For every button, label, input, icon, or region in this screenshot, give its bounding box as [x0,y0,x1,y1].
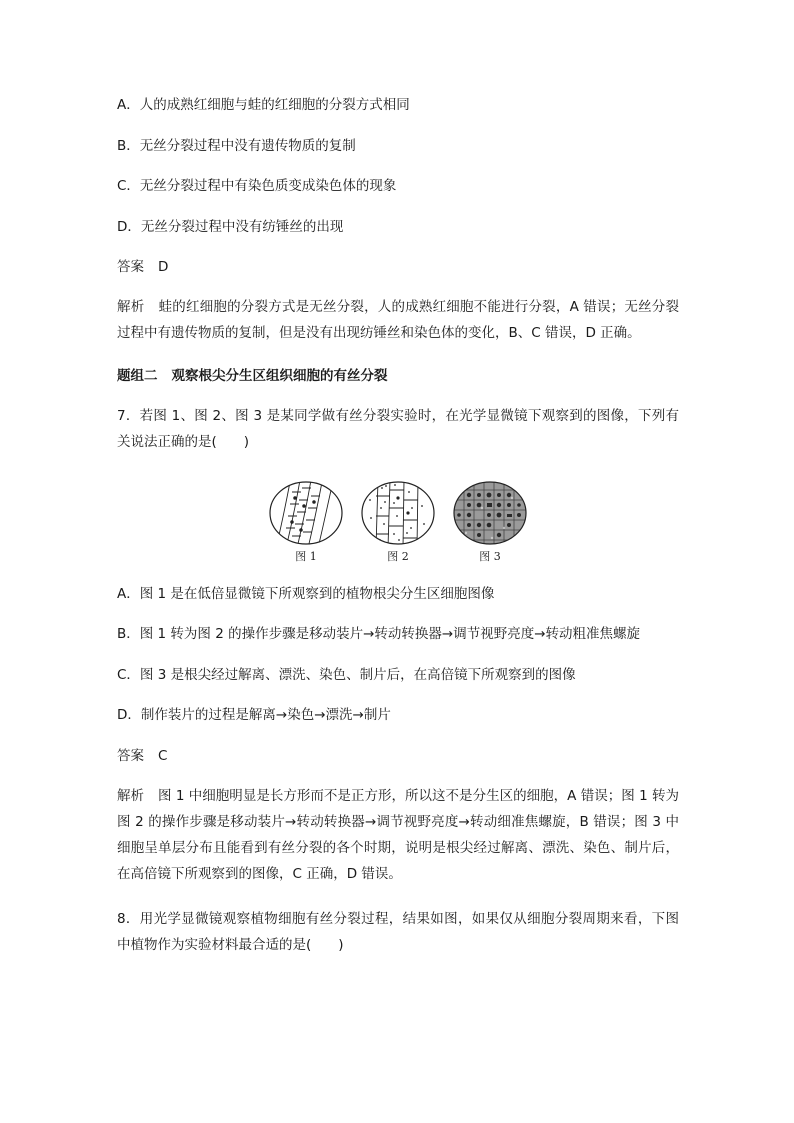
q7-figures [268,478,530,568]
q6-option-a: A．人的成熟红细胞与蛙的红细胞的分裂方式相同 [117,97,410,113]
q7-stem: 7．若图 1、图 2、图 3 是某同学做有丝分裂实验时，在光学显微镜下观察到的图像，下列有关说法正确的是( ) [117,408,679,450]
q7-option-c: C．图 3 是根尖经过解离、漂洗、染色、制片后，在高倍镜下所观察到的图像 [117,667,576,683]
figure-3 [452,478,528,568]
figure-1 [268,478,344,568]
answer-value: C [158,748,168,764]
q7-analysis [117,783,679,887]
answer-label: 答案 [117,259,144,275]
q7-option-b: B．图 1 转为图 2 的操作步骤是移动装片→转动转换器→调节视野亮度→转动粗准焦螺旋 [117,626,641,642]
analysis-label: 解析 [117,788,145,804]
figure-2-caption: 图 2 [387,550,409,563]
figure-1-caption: 图 1 [295,550,317,563]
dotted-cells-micrograph [360,478,436,548]
q8-stem: 8．用光学显微镜观察植物细胞有丝分裂过程，结果如图，如果仅从细胞分裂周期来看，下图中植物作为实验材料最合适的是( ) [117,911,679,953]
answer-value: D [158,259,169,275]
section-title: 观察根尖分生区组织细胞的有丝分裂 [171,368,388,384]
section-heading [117,367,388,385]
q7-answer-line [117,747,167,765]
analysis-label: 解析 [117,299,145,315]
answer-label: 答案 [117,748,144,764]
analysis-text: 图 1 中细胞明显是长方形而不是正方形，所以这不是分生区的细胞，A 错误；图 1 转为图 2 的操作步骤是移动装片→转动转换器→调节视野亮度→转动细准焦螺旋，B 错误；图 3 中细胞呈单层分布且能看到有丝分裂的各个时期，说明是根尖经过解离、漂洗、染色、制片后，在高倍镜下所观察到的图像，C 正确，D 错误。 [117,788,679,882]
q7-option-d: D．制作装片的过程是解离→染色→漂洗→制片 [117,707,391,723]
figure-3-caption: 图 3 [479,550,501,563]
meristem-cells-micrograph [452,478,528,548]
q6-option-d: D．无丝分裂过程中没有纺锤丝的出现 [117,219,344,235]
figure-2 [360,478,436,568]
q6-option-c: C．无丝分裂过程中有染色质变成染色体的现象 [117,178,397,194]
q6-analysis [117,294,679,346]
q6-option-b: B．无丝分裂过程中没有遗传物质的复制 [117,138,356,154]
q6-answer-line [117,258,168,276]
analysis-text: 蛙的红细胞的分裂方式是无丝分裂，人的成熟红细胞不能进行分裂，A 错误；无丝分裂过程中有遗传物质的复制，但是没有出现纺锤丝和染色体的变化，B、C 错误，D 正确。 [117,299,680,341]
section-label: 题组二 [117,368,158,384]
q7-option-a: A．图 1 是在低倍显微镜下所观察到的植物根尖分生区细胞图像 [117,586,495,602]
elongated-cells-micrograph [268,478,344,548]
